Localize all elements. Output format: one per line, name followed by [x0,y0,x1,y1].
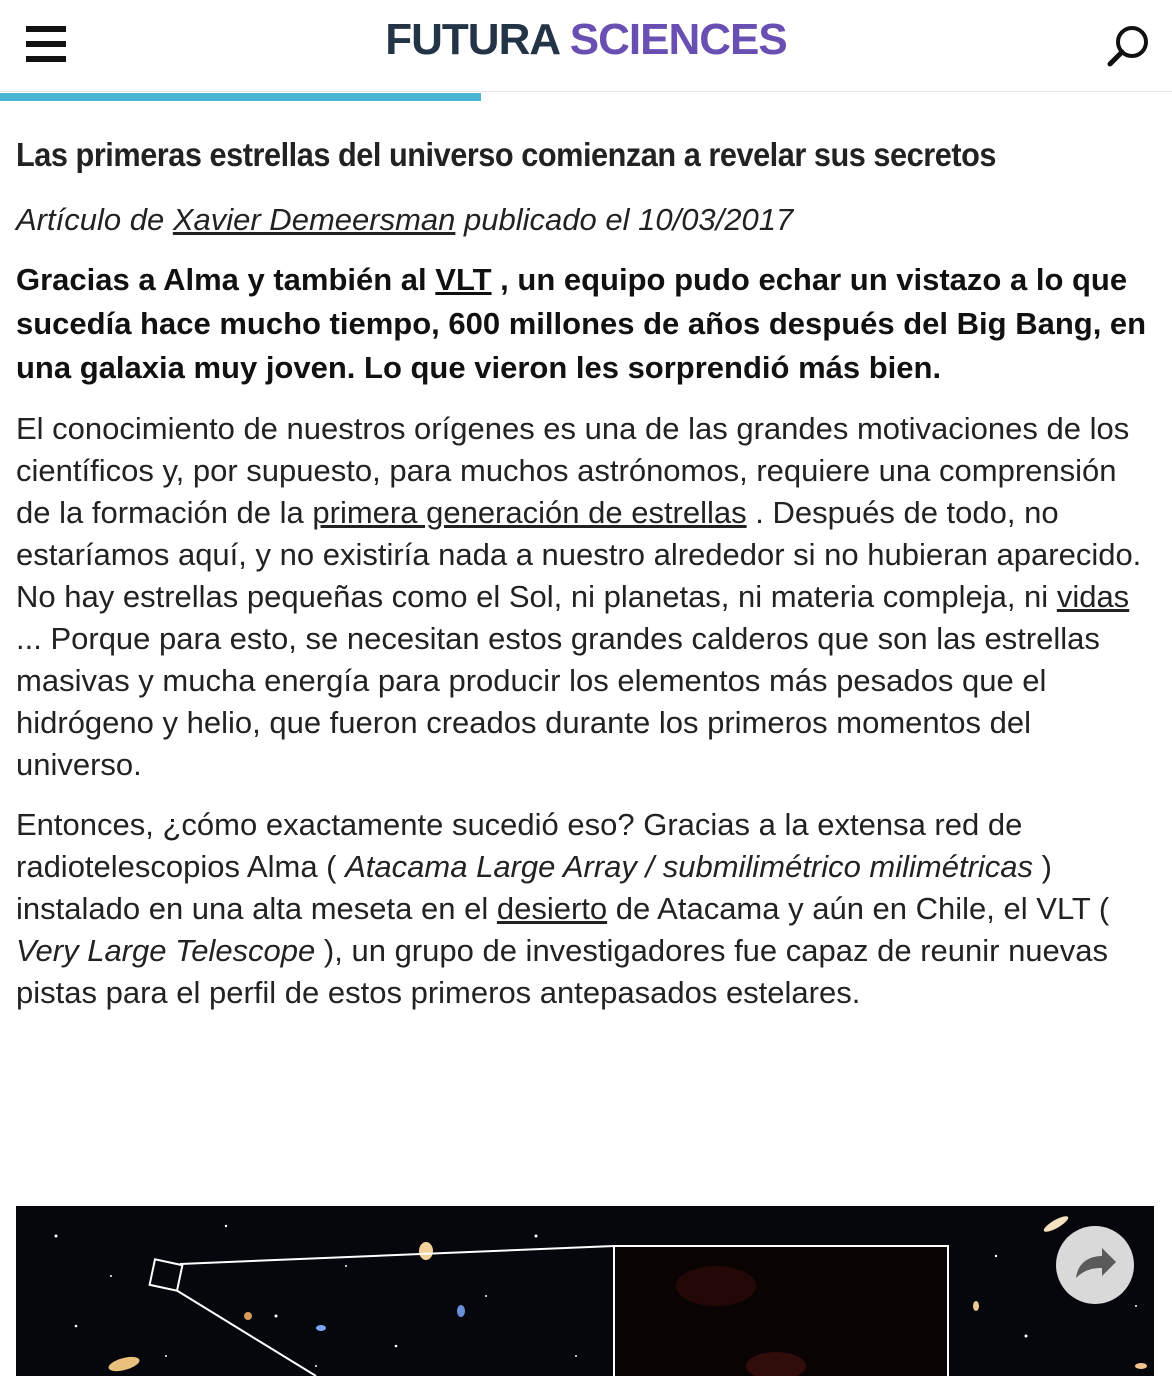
meta-published-label: publicado el [464,202,630,237]
paragraph-text: ... Porque para esto, se necesitan estos grandes calderos que son las estrellas masivas y mucha energía para producir los elementos más pesados que el hidrógeno y helio, que fueron creados durante los primeros momentos del universo. [16,621,1100,782]
article-paragraph-2 [16,804,1154,1014]
paragraph-emphasis: Atacama Large Array / submilimétrico milimétricas [345,849,1034,884]
galaxy-field-image [16,1206,1154,1376]
paragraph-text: . Después de todo, no estaríamos aquí, y no existiría nada a nuestro alrededor si no hubieran aparecido. No hay estrellas pequeñas como el Sol, ni planetas, ni materia compleja, ni [16,495,1142,614]
first-stars-link[interactable]: primera generación de estrellas [312,495,747,530]
logo-sciences: SCIENCES [569,15,787,64]
site-header [0,0,1172,92]
logo-futura: FUTURA [385,15,559,64]
article-image[interactable] [16,1206,1154,1376]
paragraph-emphasis: Very Large Telescope [16,933,316,968]
share-arrow-icon[interactable] [1056,1226,1134,1304]
site-logo[interactable] [0,14,1172,66]
article-paragraph-1 [16,408,1154,786]
article-lead [16,258,1154,390]
reading-progress-bar [0,93,1172,101]
paragraph-text: de Atacama y aún en Chile, el VLT ( [615,891,1110,926]
article-meta [16,198,1154,242]
vidas-link[interactable]: vidas [1056,579,1130,614]
reading-progress-fill [0,93,481,101]
article-title: Las primeras estrellas del universo comienzan a revelar sus secretos [16,136,996,173]
meta-prefix: Artículo de [16,202,165,237]
author-link[interactable]: Xavier Demeersman [172,202,456,237]
search-icon[interactable] [1104,24,1152,68]
lead-text: , un equipo pudo echar un vistazo a lo que sucedía hace mucho tiempo, 600 millones de años después del Big Bang, en una galaxia muy joven. Lo que vieron les sorprendió más bien. [16,262,1147,385]
desierto-link[interactable]: desierto [496,891,608,926]
vlt-link[interactable]: VLT [435,262,492,297]
paragraph-text: Entonces, ¿cómo exactamente sucedió eso? Gracias a la extensa red de radiotelescopios Alma ( [16,807,1023,884]
lead-text: Gracias a Alma y también al [16,262,427,297]
article-content [16,128,1154,1014]
paragraph-text: El conocimiento de nuestros orígenes es una de las grandes motivaciones de los científicos y, por supuesto, para muchos astrónomos, requiere una comprensión de la formación de la [16,411,1130,530]
paragraph-text: ) instalado en una alta meseta en el [16,849,1052,926]
paragraph-text: ), un grupo de investigadores fue capaz de reunir nuevas pistas para el perfil de estos primeros antepasados estelares. [16,933,1109,1010]
publish-date: 10/03/2017 [638,202,794,237]
